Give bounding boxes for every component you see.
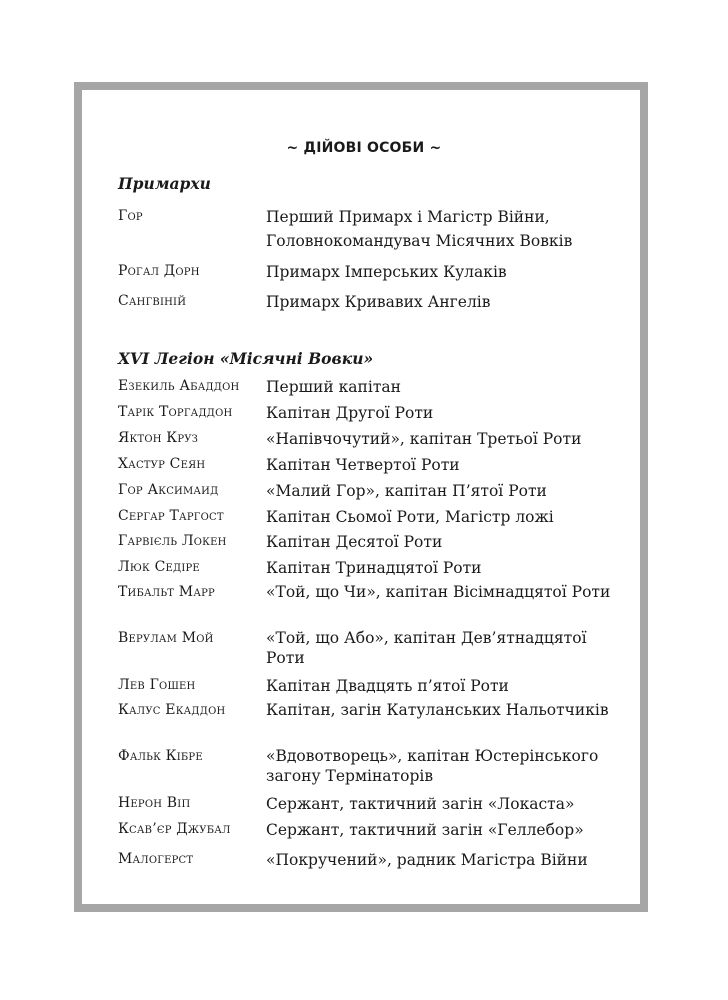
character-row (118, 746, 618, 786)
character-name: Тибальт Марр (118, 584, 215, 600)
character-name: Езекиль Абаддон (118, 378, 240, 394)
character-name: Малогерст (118, 851, 194, 867)
character-row (118, 479, 618, 503)
character-row (118, 818, 618, 842)
character-role: «Напівчочутий», капітан Третьої Роти (266, 430, 582, 448)
character-row (118, 375, 618, 399)
character-name: Сергар Таргост (118, 508, 224, 524)
character-role: Перший Примарх і Магістр Війни, Головнокомандувач Місячних Вовків (266, 208, 573, 250)
character-role: Капітан Сьомої Роти, Магістр ложі (266, 508, 554, 526)
character-role: «Покручений», радник Магістра Війни (266, 851, 588, 869)
character-row (118, 205, 618, 253)
character-name: Калус Екаддон (118, 702, 226, 718)
character-row (118, 453, 618, 477)
character-row (118, 427, 618, 451)
character-row (118, 848, 618, 872)
character-row (118, 674, 618, 698)
character-role: Капітан Двадцять п’ятої Роти (266, 677, 509, 695)
character-role: Сержант, тактичний загін «Геллебор» (266, 821, 584, 839)
character-row (118, 530, 618, 554)
character-name: Яктон Круз (118, 430, 199, 446)
character-row (118, 505, 618, 529)
character-role: Капітан, загін Катуланських Нальотчиків (266, 701, 609, 719)
character-row (118, 700, 618, 720)
character-row (118, 582, 618, 602)
character-name: Гор Аксимаид (118, 482, 219, 498)
character-name: Нерон Віп (118, 795, 191, 811)
character-role: Капітан Другої Роти (266, 404, 434, 422)
character-row (118, 556, 618, 580)
character-row (118, 628, 618, 668)
character-role: Перший капітан (266, 378, 401, 396)
character-name: Гарвієль Локен (118, 533, 227, 549)
character-name: Люк Седіре (118, 559, 200, 575)
character-role: «Малий Гор», капітан П’ятої Роти (266, 482, 547, 500)
character-name: Рогал Дорн (118, 263, 200, 279)
character-name: Фальк Кібре (118, 748, 203, 764)
page-title: ~ ДІЙОВІ ОСОБИ ~ (286, 140, 442, 156)
character-row (118, 260, 618, 284)
section-heading-legion: XVI Легіон «Місячні Вовки» (118, 349, 374, 368)
character-role: Примарх Кривавих Ангелів (266, 293, 491, 311)
character-role: «Вдовотворець», капітан Юстерінського загону Термінаторів (266, 747, 599, 785)
character-row (118, 401, 618, 425)
character-role: Сержант, тактичний загін «Локаста» (266, 795, 575, 813)
character-name: Верулам Мой (118, 630, 214, 646)
character-name: Сангвіній (118, 293, 187, 309)
character-name: Тарік Торгаддон (118, 404, 233, 420)
character-role: Капітан Четвертої Роти (266, 456, 460, 474)
character-name: Хастур Сеян (118, 456, 206, 472)
character-role: «Той, що Або», капітан Дев’ятнадцятої Роти (266, 629, 587, 667)
section-heading-primarchs: Примархи (118, 174, 211, 193)
character-name: Гор (118, 208, 143, 224)
character-role: Капітан Тринадцятої Роти (266, 559, 482, 577)
character-name: Ксав’єр Джубал (118, 821, 231, 837)
character-role: «Той, що Чи», капітан Вісімнадцятої Роти (266, 583, 611, 601)
character-row (118, 290, 618, 314)
character-role: Капітан Десятої Роти (266, 533, 443, 551)
character-row (118, 792, 618, 816)
character-name: Лев Гошен (118, 677, 196, 693)
character-role: Примарх Імперських Кулаків (266, 263, 507, 281)
